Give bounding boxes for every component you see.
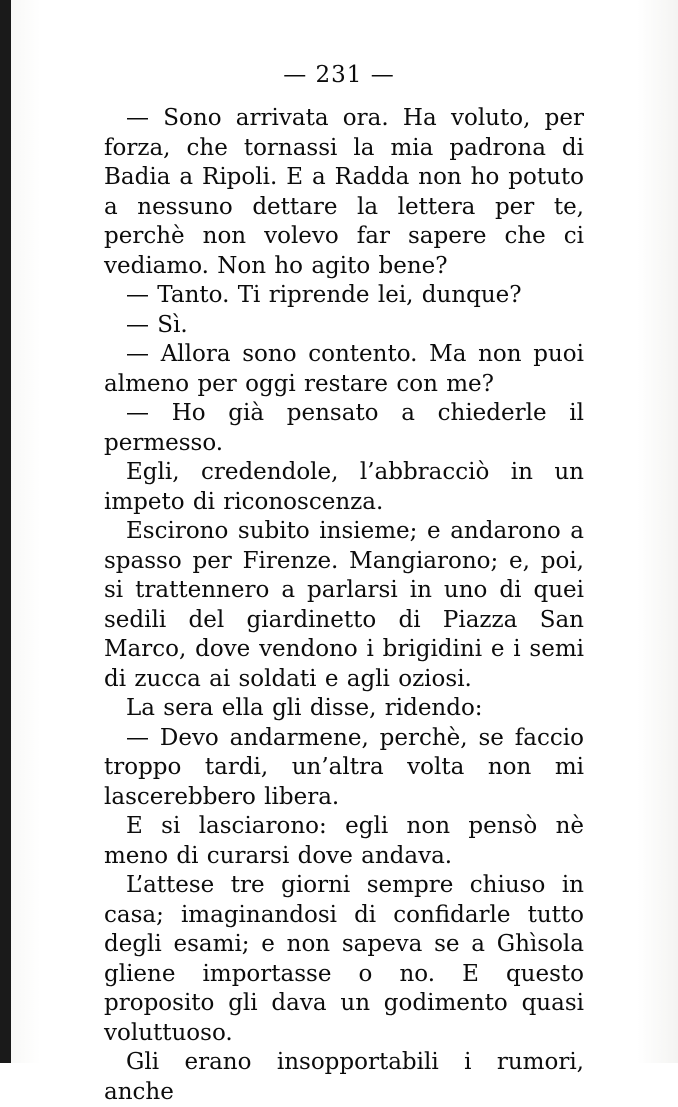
body-text (104, 104, 584, 1107)
paragraph: — Allora sono contento. Ma non puoi almeno per oggi restare con me? (104, 341, 584, 397)
paragraph: E si lasciarono: egli non pensò nè meno di curarsi dove andava. (104, 813, 584, 869)
paragraph: Escirono subito insieme; e andarono a spasso per Firenze. Mangiarono; e, poi, si trattennero a parlarsi in uno di quei sedili del giardinetto di Piazza San Marco, dove vendono i brigidini e i semi di zucca ai soldati e agli oziosi. (104, 518, 584, 692)
page-spine-edge (0, 0, 11, 1063)
paragraph: L’attese tre giorni sempre chiuso in casa; imaginandosi di confidarle tutto degli esami; e non sapeva se a Ghìsola gliene importasse o no. E questo proposito gli dava un godimento quasi voluttuoso. (104, 872, 584, 1046)
paragraph: Gli erano insopportabili i rumori, anche (104, 1049, 584, 1105)
paragraph: La sera ella gli disse, ridendo: (126, 695, 483, 721)
paragraph: — Sono arrivata ora. Ha voluto, per forza, che tornassi la mia padrona di Badia a Ripoli. E a Radda non ho potuto a nessuno dettare la lettera per te, perchè non volevo far sapere che ci vediamo. Non ho agito bene? (104, 105, 584, 279)
paragraph: — Sì. (126, 311, 188, 338)
paragraph: Egli, credendole, l’abbracciò in un impeto di riconoscenza. (104, 459, 584, 515)
paragraph: — Devo andarmene, perchè, se faccio troppo tardi, un’altra volta non mi lascerebbero libera. (104, 724, 584, 810)
page-number: — 231 — (283, 62, 395, 88)
paragraph: — Tanto. Ti riprende lei, dunque? (126, 282, 522, 308)
paragraph: — Ho già pensato a chiederle il permesso. (104, 400, 584, 456)
